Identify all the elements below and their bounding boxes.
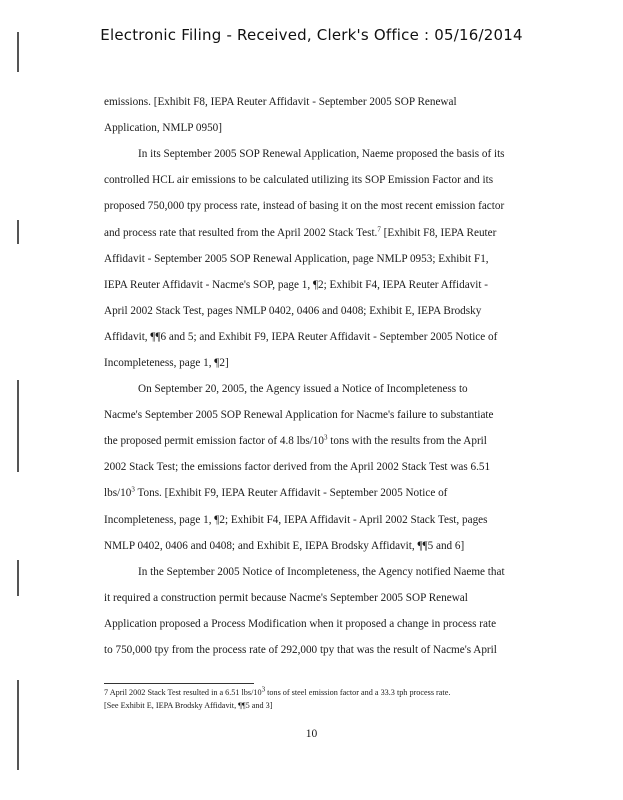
text-segment: [Exhibit F8, IEPA Reuter	[380, 227, 497, 239]
text-line	[104, 227, 496, 239]
text-line: Affidavit - September 2005 SOP Renewal Application, page NMLP 0953; Exhibit F1,	[104, 253, 489, 265]
text-line: April 2002 Stack Test, pages NMLP 0402, 0406 and 0408; Exhibit E, IEPA Brodsky	[104, 305, 482, 317]
text-line: Affidavit, ¶¶6 and 5; and Exhibit F9, IEPA Reuter Affidavit - September 2005 Notice of	[104, 331, 498, 343]
text-line: controlled HCL air emissions to be calculated utilizing its SOP Emission Factor and its	[104, 174, 494, 186]
text-segment: tons of steel emission factor and a 33.3 tph process rate.	[265, 688, 451, 697]
text-line: Incompleteness, page 1, ¶2]	[104, 357, 229, 369]
text-line: Application proposed a Process Modification when it proposed a change in process rate	[104, 618, 497, 630]
text-line	[104, 435, 487, 447]
text-line: emissions. [Exhibit F8, IEPA Reuter Affidavit - September 2005 SOP Renewal	[104, 96, 457, 108]
text-segment: lbs/10	[104, 487, 132, 499]
text-segment: Tons. [Exhibit F9, IEPA Reuter Affidavit - September 2005 Notice of	[134, 487, 448, 499]
text-line: Application, NMLP 0950]	[104, 122, 222, 134]
text-line: In the September 2005 Notice of Incompleteness, the Agency notified Naeme that	[138, 566, 505, 578]
text-segment: tons with the results from the April	[327, 435, 487, 447]
text-line: NMLP 0402, 0406 and 0408; and Exhibit E, IEPA Brodsky Affidavit, ¶¶5 and 6]	[104, 540, 465, 552]
text-line: to 750,000 tpy from the process rate of 292,000 tpy that was the result of Nacme's April	[104, 644, 497, 656]
text-line: IEPA Reuter Affidavit - Nacme's SOP, page 1, ¶2; Exhibit F4, IEPA Reuter Affidavit -	[104, 279, 489, 291]
text-line	[104, 487, 447, 499]
text-line: it required a construction permit because Nacme's September 2005 SOP Renewal	[104, 592, 468, 604]
text-line: In its September 2005 SOP Renewal Application, Naeme proposed the basis of its	[138, 148, 505, 160]
filing-stamp-header: Electronic Filing - Received, Clerk's Office : 05/16/2014	[100, 26, 523, 44]
text-segment: 7 April 2002 Stack Test resulted in a 6.51 lbs/10	[104, 688, 262, 697]
scan-margin-line	[17, 680, 19, 770]
superscript: 3	[131, 485, 135, 494]
page-number: 10	[305, 728, 318, 740]
text-line: On September 20, 2005, the Agency issued a Notice of Incompleteness to	[138, 383, 468, 395]
scan-margin-line	[17, 380, 19, 472]
superscript: 3	[261, 685, 266, 694]
superscript: 3	[323, 433, 328, 442]
text-line: Nacme's September 2005 SOP Renewal Application for Nacme's failure to substantiate	[104, 409, 494, 421]
footnote-divider	[104, 683, 254, 684]
text-segment: and process rate that resulted from the April 2002 Stack Test.	[104, 227, 378, 239]
text-line: 2002 Stack Test; the emissions factor derived from the April 2002 Stack Test was 6.51	[104, 461, 491, 473]
footnote	[104, 686, 450, 712]
footnote-line: [See Exhibit E, IEPA Brodsky Affidavit, ¶¶5 and 3]	[104, 701, 273, 710]
scan-margin-line	[17, 560, 19, 596]
footnote-line	[104, 686, 450, 699]
text-line: Incompleteness, page 1, ¶2; Exhibit F4, IEPA Affidavit - April 2002 Stack Test, pages	[104, 514, 488, 526]
text-segment: the proposed permit emission factor of 4.8 lbs/10	[104, 435, 324, 447]
footnote-reference: 7	[377, 225, 381, 234]
scan-margin-line	[17, 32, 19, 72]
scan-margin-line	[17, 220, 19, 244]
text-line: proposed 750,000 tpy process rate, instead of basing it on the most recent emission factor	[104, 200, 505, 212]
